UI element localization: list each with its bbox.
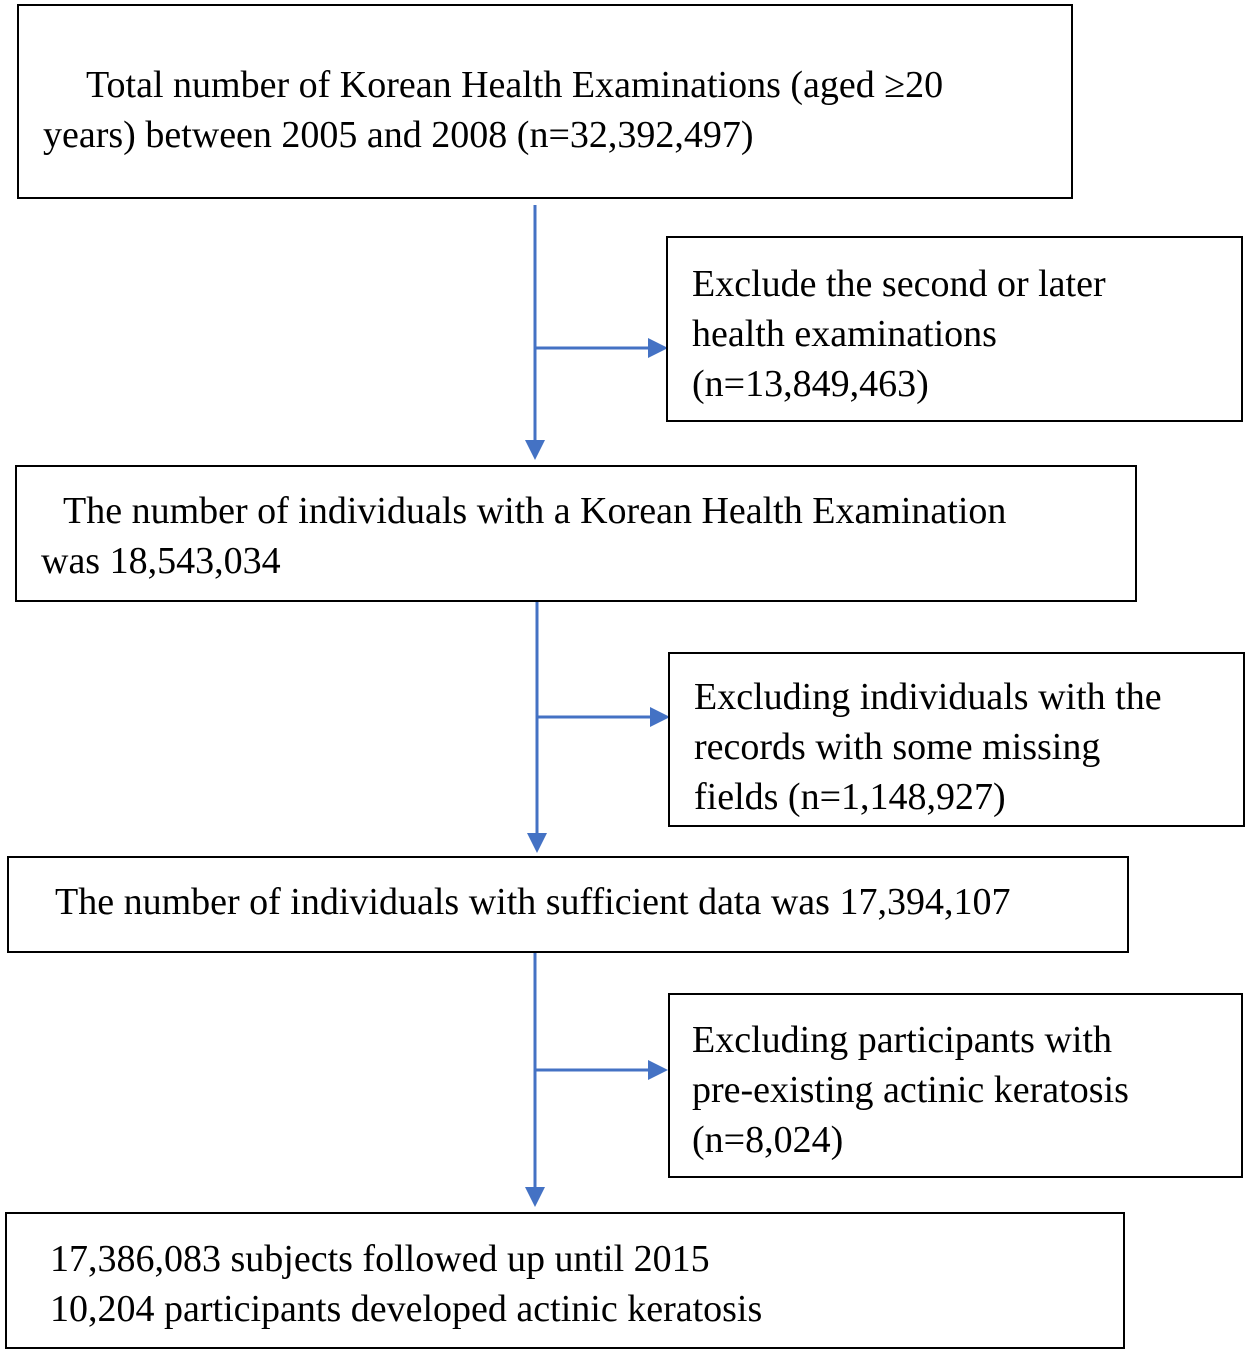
box-text-line: Excluding individuals with the [694, 676, 1162, 718]
box-text-line: (n=8,024) [692, 1119, 844, 1161]
final-cohort-box [5, 1212, 1125, 1349]
sufficient-data-box [7, 856, 1129, 953]
box-text-line: years) between 2005 and 2008 (n=32,392,497) [43, 114, 754, 156]
exclusion-box-missing-fields [668, 652, 1245, 827]
box-text-line: Exclude the second or later [692, 263, 1106, 305]
box-text-line: Excluding participants with [692, 1019, 1113, 1061]
main-arrow-1-head [525, 440, 545, 460]
box-text-line: health examinations [692, 313, 997, 355]
total-examinations-box [17, 4, 1073, 199]
box-text-line: fields (n=1,148,927) [694, 776, 1006, 818]
box-text-line: records with some missing [694, 726, 1101, 768]
individuals-with-examination-box [15, 465, 1137, 602]
box-text-line: The number of individuals with sufficient data was 17,394,107 [55, 881, 1011, 923]
box-text-line: Total number of Korean Health Examinations (aged ≥20 [86, 64, 944, 106]
box-text-line: 10,204 participants developed actinic keratosis [50, 1288, 763, 1330]
exclusion-box-preexisting-ak [668, 993, 1243, 1178]
box-text-line: pre-existing actinic keratosis [692, 1069, 1129, 1111]
box-text-line: 17,386,083 subjects followed up until 2015 [50, 1238, 710, 1280]
box-text-line: was 18,543,034 [41, 540, 281, 582]
side-arrow-1-head [648, 338, 668, 358]
box-text-line: (n=13,849,463) [692, 363, 929, 405]
main-arrow-3-head [525, 1187, 545, 1207]
main-arrow-2-head [527, 833, 547, 853]
side-arrow-2-head [650, 707, 670, 727]
box-text-line: The number of individuals with a Korean Health Examination [63, 490, 1007, 532]
exclusion-box-later-exams [666, 236, 1243, 422]
side-arrow-3-head [648, 1060, 668, 1080]
